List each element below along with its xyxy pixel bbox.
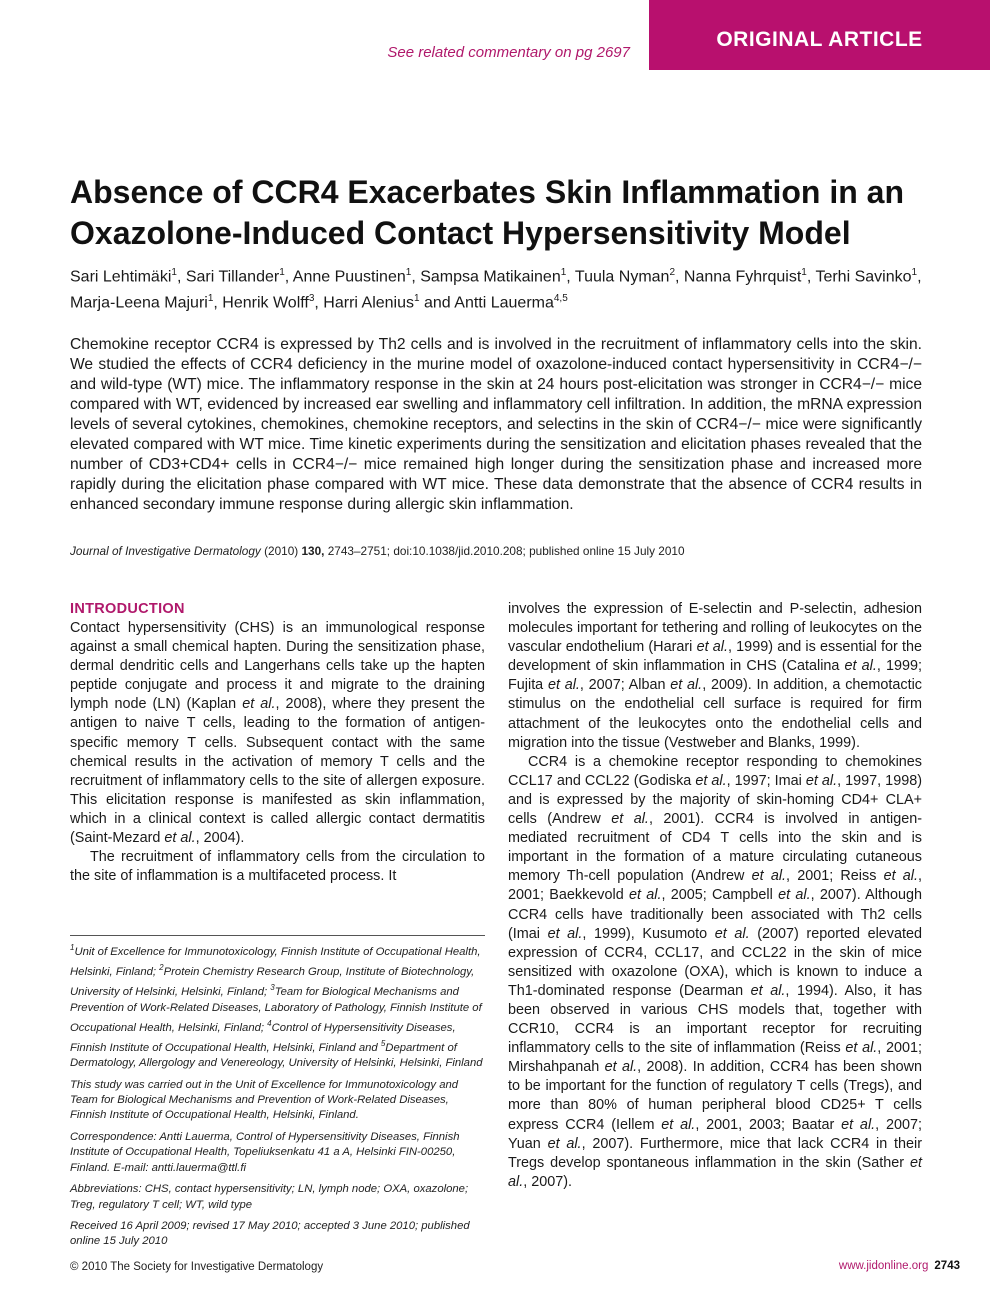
journal-name: Journal of Investigative Dermatology <box>70 544 261 558</box>
citation-line <box>70 544 930 558</box>
left-column <box>70 600 485 886</box>
footer-right <box>839 1260 960 1272</box>
right-column <box>508 600 922 1192</box>
citation-details: 2743–2751; doi:10.1038/jid.2010.208; published online 15 July 2010 <box>324 544 685 558</box>
received-dates: Received 16 April 2009; revised 17 May 2010; accepted 3 June 2010; published online 15 July 2010 <box>70 1219 470 1248</box>
author-list: Sari Lehtimäki$^1$, Sari Tillander$^1$, Anne Puustinen$^1$, Sampsa Matikainen$^1$, Tuula Nyman$^2$, Nanna Fyhrquist$^1$, Terhi Savinko$^1$, Marja-Leena Majuri$^1$, Henrik Wolff$^3$, Harri Alenius$^1$ and Antti Lauerma$^{4,5}$ <box>70 267 922 312</box>
citation-volume: 130, <box>301 544 325 558</box>
citation-year: (2010) <box>260 544 302 558</box>
intro-paragraph-3: involves the expression of E-selectin and P-selectin, adhesion molecules important for tethering and rolling of leukocytes on the vascular endothelium (Harari et al., 1999) and is essential for the development of skin inflammation in CHS (Catalina et al., 1999; Fujita et al., 2007; Alban et al., 2009). In addition, a chemotactic stimulus on the endothelial cell surface is required for firm attachment of the leukocytes onto the endothelial cells and migration into the tissue (Vestweber and Blanks, 1999). <box>508 601 922 751</box>
article-type-label: ORIGINAL ARTICLE <box>716 28 923 51</box>
page-number: 2743 <box>934 1260 960 1272</box>
journal-url-link[interactable]: www.jidonline.org <box>838 1260 929 1272</box>
introduction-heading: INTRODUCTION <box>70 601 185 617</box>
affiliations: $^1$Unit of Excellence for Immunotoxicology, Finnish Institute of Occupational Health, Helsinki, Finland; $^2$Protein Chemistry Research Group, Institute of Biotechnology, University of Helsinki, Helsinki, Finland; $^3$Team for Biological Mechanisms and Prevention of Work-Related Diseases, Laboratory of Pathology, Finnish Institute of Occupational Health, Helsinki, Finland; $^4$Control of Hypersensitivity Diseases, Finnish Institute of Occupational Health, Helsinki, Finland and $^5$Department of Dermatology, Allergology and Venereology, University of Helsinki, Helsinki, Finland <box>70 943 483 1070</box>
copyright-notice: © 2010 The Society for Investigative Dermatology <box>70 1261 324 1273</box>
intro-paragraph-4: CCR4 is a chemokine receptor responding to chemokines CCL17 and CCL22 (Godiska et al., 1997; Imai et al., 1997, 1998) and is expressed by the majority of skin-homing CD4+ CLA+ cells (Andrew et al., 2001). CCR4 is involved in antigen-mediated recruitment of CD4 T cells into the skin and is important in the formation of a mature circulating cutaneous memory Th-cell population (Andrew et al., 2001; Reiss et al., 2001; Baekkevold et al., 2005; Campbell et al., 2007). Although CCR4 cells have traditionally been associated with Th2 cells (Imai et al., 1999), Kusumoto et al. (2007) reported elevated expression of CCR4, CCL17, and CCL22 in the skin of mice sensitized with oxazolone (OXA), which is known to induce a Th1-dominated response (Dearman et al., 1994). Also, it has been observed in various CHS models that, together with CCR10, CCR4 is an important receptor for recruiting inflammatory cells to the site of inflammation (Reiss et al., 2001; Mirshahpanah et al., 2008). In addition, CCR4 has been shown to be important for the function of regulatory T cells (Tregs), and more than 80% of human peripheral blood CD25+ T cells express CCR4 (Iellem et al., 2001, 2003; Baatar et al., 2007; Yuan et al., 2007). Furthermore, mice that lack CCR4 in their Tregs develop spontaneous inflammation in the skin (Sather et al., 2007). <box>508 753 923 1190</box>
related-commentary-link[interactable]: See related commentary on pg 2697 <box>387 44 630 61</box>
abstract: Chemokine receptor CCR4 is expressed by Th2 cells and is involved in the recruitment of inflammatory cells into the skin. We studied the effects of CCR4 deficiency in the murine model of oxazolone-induced contact hypersensitivity in CCR4−/− and wild-type (WT) mice. The inflammatory response in the skin at 24 hours post-elicitation was stronger in CCR4−/− mice compared with WT, evidenced by increased ear swelling and inflammatory cell infiltration. In addition, the mRNA expression levels of several cytokines, chemokines, chemokine receptors, and selectins in the skin of CCR4−/− mice were significantly elevated compared with WT mice. Time kinetic experiments during the sensitization and elicitation phases revealed that the number of CD3+CD4+ cells in CCR4−/− mice remained high longer during the sensitization phase and increased more rapidly during the elicitation phase compared with WT mice. These data demonstrate that the absence of CCR4 results in enhanced secondary immune response during allergic skin inflammation. <box>70 336 922 513</box>
intro-paragraph-1: Contact hypersensitivity (CHS) is an immunological response against a small chemical hapten. During the sensitization phase, dermal dendritic cells and Langerhans cells take up the hapten peptide conjugate and process it and migrate to the draining lymph node (LN) (Kaplan et al., 2008), where they present the antigen to naive T cells, leading to the formation of antigen-specific memory T cells. Subsequent contact with the same chemical results in the activation of memory T cells and the recruitment of inflammatory cells to the site of allergen exposure. This elicitation response is manifested as skin inflammation, which in a clinical context is called allergic contact dermatitis (Saint-Mezard et al., 2004). <box>70 620 485 847</box>
abbreviations: Abbreviations: CHS, contact hypersensitivity; LN, lymph node; OXA, oxazolone; Treg, regulatory T cell; WT, wild type <box>70 1183 469 1211</box>
intro-paragraph-2: The recruitment of inflammatory cells from the circulation to the site of inflammation is a multifaceted process. It <box>70 849 485 885</box>
article-title: Absence of CCR4 Exacerbates Skin Inflammation in an Oxazolone-Induced Contact Hypersensitivity Model <box>70 174 905 251</box>
article-type-banner <box>649 0 990 70</box>
study-note: This study was carried out in the Unit of Excellence for Immunotoxicology and Team for Biological Mechanisms and Prevention of Work-Related Diseases, Finnish Institute of Occupational Health, Helsinki, Finland. <box>70 1078 459 1122</box>
correspondence: Correspondence: Antti Lauerma, Control of Hypersensitivity Diseases, Finnish Institute of Occupational Health, Topeliuksenkatu 41 a A, Helsinki FIN-00250, Finland. E-mail: antti.lauerma@ttl.fi <box>70 1130 460 1174</box>
footnotes <box>70 935 485 1256</box>
